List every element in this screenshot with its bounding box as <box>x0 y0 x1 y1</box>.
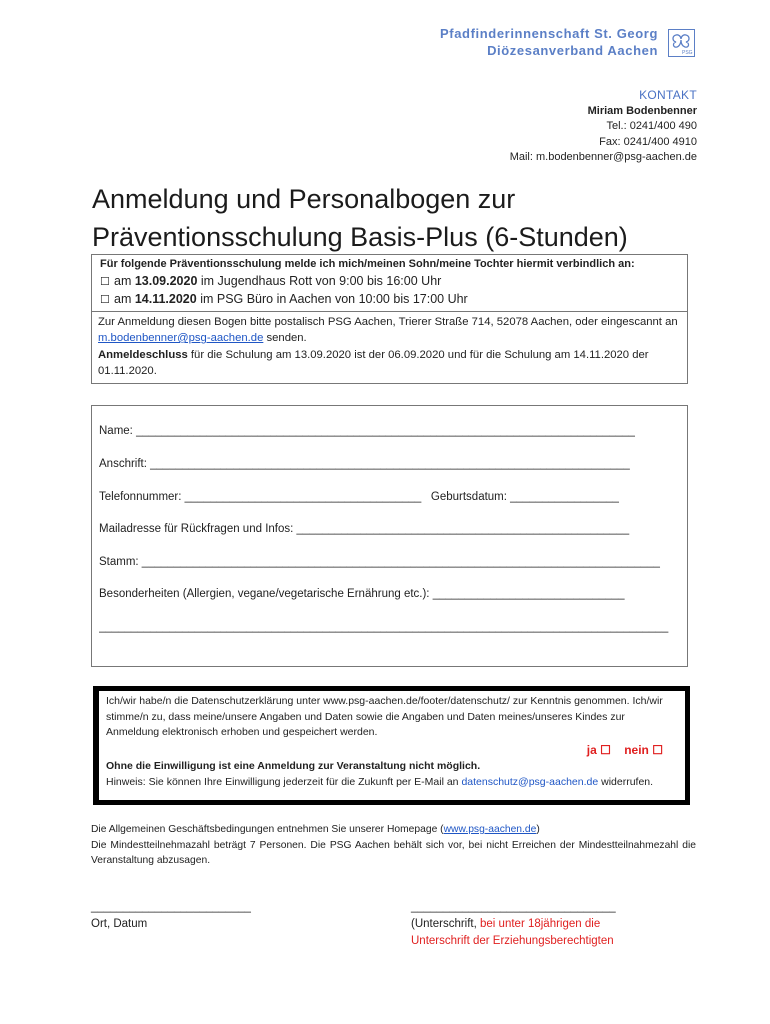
option-2-prefix: am <box>114 291 135 306</box>
submission-info <box>92 312 687 383</box>
send-text: Zur Anmeldung diesen Bogen bitte postalisch PSG Aachen, Trierer Straße 714, 52078 Aachen, oder eingescannt an <box>98 315 678 328</box>
checkbox-icon[interactable]: ☐ <box>100 293 110 306</box>
option-2-text: im PSG Büro in Aachen von 10:00 bis 17:00 Uhr <box>196 291 468 306</box>
place-date-line[interactable]: _________________________ <box>91 901 251 913</box>
contact-heading: KONTAKT <box>639 88 697 102</box>
data-privacy-consent <box>93 686 690 805</box>
contact-mail: Mail: m.bodenbenner@psg-aachen.de <box>509 151 697 163</box>
registration-box <box>91 254 688 384</box>
consent-hint-end: widerrufen. <box>598 775 654 788</box>
signature-guardian-note: bei unter 18jährigen die Unterschrift der Erziehungsberechtigten <box>411 918 614 947</box>
contact-tel: Tel.: 0241/400 490 <box>606 120 697 132</box>
signature-label <box>411 916 661 950</box>
organization-name <box>440 25 658 59</box>
consent-no-label: nein <box>624 742 649 757</box>
phone-field[interactable]: Telefonnummer: _____________________________________ <box>99 491 422 503</box>
consent-yes-label: ja <box>586 742 597 757</box>
place-date-label: Ort, Datum <box>91 918 148 930</box>
title-line-2: Präventionsschulung Basis-Plus (6-Stunden) <box>92 222 628 252</box>
birthdate-field[interactable]: Geburtsdatum: _________________ <box>430 491 619 503</box>
consent-text: Ich/wir habe/n die Datenschutzerklärung unter www.psg-aachen.de/footer/datenschutz/ zur Kenntnis genommen. Ich/wir stimme/n zu, dass meine/unsere Angaben und Daten sowie die Angaben und Daten meines/unseres Kindes zur Anmeldung elektronisch erhoben und gespeichert werden. <box>106 695 663 738</box>
privacy-email-link[interactable]: datenschutz@psg-aachen.de <box>461 775 599 788</box>
email-field[interactable]: Mailadresse für Rückfragen und Infos: ____________________________________________________ <box>99 523 630 535</box>
send-text-end: senden. <box>263 332 307 344</box>
deadline-label: Anmeldeschluss <box>98 348 188 361</box>
minimum-participants-note: Die Mindestteilnehmazahl beträgt 7 Personen. Die PSG Aachen behält sich vor, bei nicht Erreichen der Mindestteilnahmezahl die Veranstaltung abzusagen. <box>91 839 696 866</box>
option-1-date: 13.09.2020 <box>134 273 198 288</box>
address-field[interactable]: Anschrift: ___________________________________________________________________________ <box>99 458 630 470</box>
special-needs-extra-line[interactable]: _________________________________________________________________________________________ <box>99 621 669 633</box>
consent-hint <box>106 775 677 791</box>
signature-label-text: (Unterschrift, <box>411 918 481 930</box>
phone-birth-row <box>99 491 679 503</box>
registration-intro: Für folgende Präventionsschulung melde ich mich/meinen Sohn/meine Tochter hiermit verbindlich an: <box>100 258 635 270</box>
page-title <box>92 180 712 256</box>
deadline-text: für die Schulung am 13.09.2020 ist der 06.09.2020 und für die Schulung am 14.11.2020 der 01.11.2020. <box>98 348 649 377</box>
guardian-signature <box>411 899 661 950</box>
option-1-prefix: am <box>114 273 135 288</box>
special-needs-field[interactable]: Besonderheiten (Allergien, vegane/vegetarische Ernährung etc.): ______________________________ <box>99 588 625 600</box>
option-2-date: 14.11.2020 <box>134 291 197 306</box>
contact-block <box>510 88 697 166</box>
option-1-text: im Jugendhaus Rott von 9:00 bis 16:00 Uhr <box>197 273 442 288</box>
agb-text-end: ) <box>536 824 540 835</box>
title-line-1: Anmeldung und Personalbogen zur <box>92 184 516 214</box>
agb-text: Die Allgemeinen Geschäftsbedingungen entnehmen Sie unserer Homepage ( <box>91 824 444 835</box>
consent-yes-checkbox[interactable]: ☐ <box>600 742 611 757</box>
logo-text: PSG <box>682 50 693 56</box>
option-1[interactable] <box>100 273 679 291</box>
option-2[interactable] <box>100 291 679 309</box>
org-line-2: Diözesanverband Aachen <box>487 43 658 58</box>
consent-choice <box>106 743 663 759</box>
name-field[interactable]: Name: ______________________________________________________________________________ <box>99 425 635 437</box>
place-date-signature <box>91 899 251 933</box>
homepage-link[interactable]: www.psg-aachen.de <box>443 824 537 835</box>
contact-fax: Fax: 0241/400 4910 <box>599 135 697 148</box>
consent-warning: Ohne die Einwilligung ist eine Anmeldung zur Veranstaltung nicht möglich. <box>106 760 481 772</box>
send-email-link[interactable]: m.bodenbenner@psg-aachen.de <box>98 332 264 344</box>
signature-line[interactable]: ________________________________ <box>411 901 616 913</box>
consent-hint-text: Hinweis: Sie können Ihre Einwilligung jederzeit für die Zukunft per E-Mail an <box>106 775 462 788</box>
personal-data-form <box>91 405 688 667</box>
consent-no-checkbox[interactable]: ☐ <box>652 742 663 757</box>
course-selection <box>92 255 687 312</box>
checkbox-icon[interactable]: ☐ <box>100 275 110 288</box>
terms-section <box>91 822 696 869</box>
agb-note <box>91 822 696 838</box>
contact-name: Miriam Bodenbenner <box>587 104 697 117</box>
org-line-1: Pfadfinderinnenschaft St. Georg <box>440 26 658 41</box>
psg-logo-icon <box>668 29 695 57</box>
stamm-field[interactable]: Stamm: _________________________________________________________________________________ <box>99 556 660 568</box>
